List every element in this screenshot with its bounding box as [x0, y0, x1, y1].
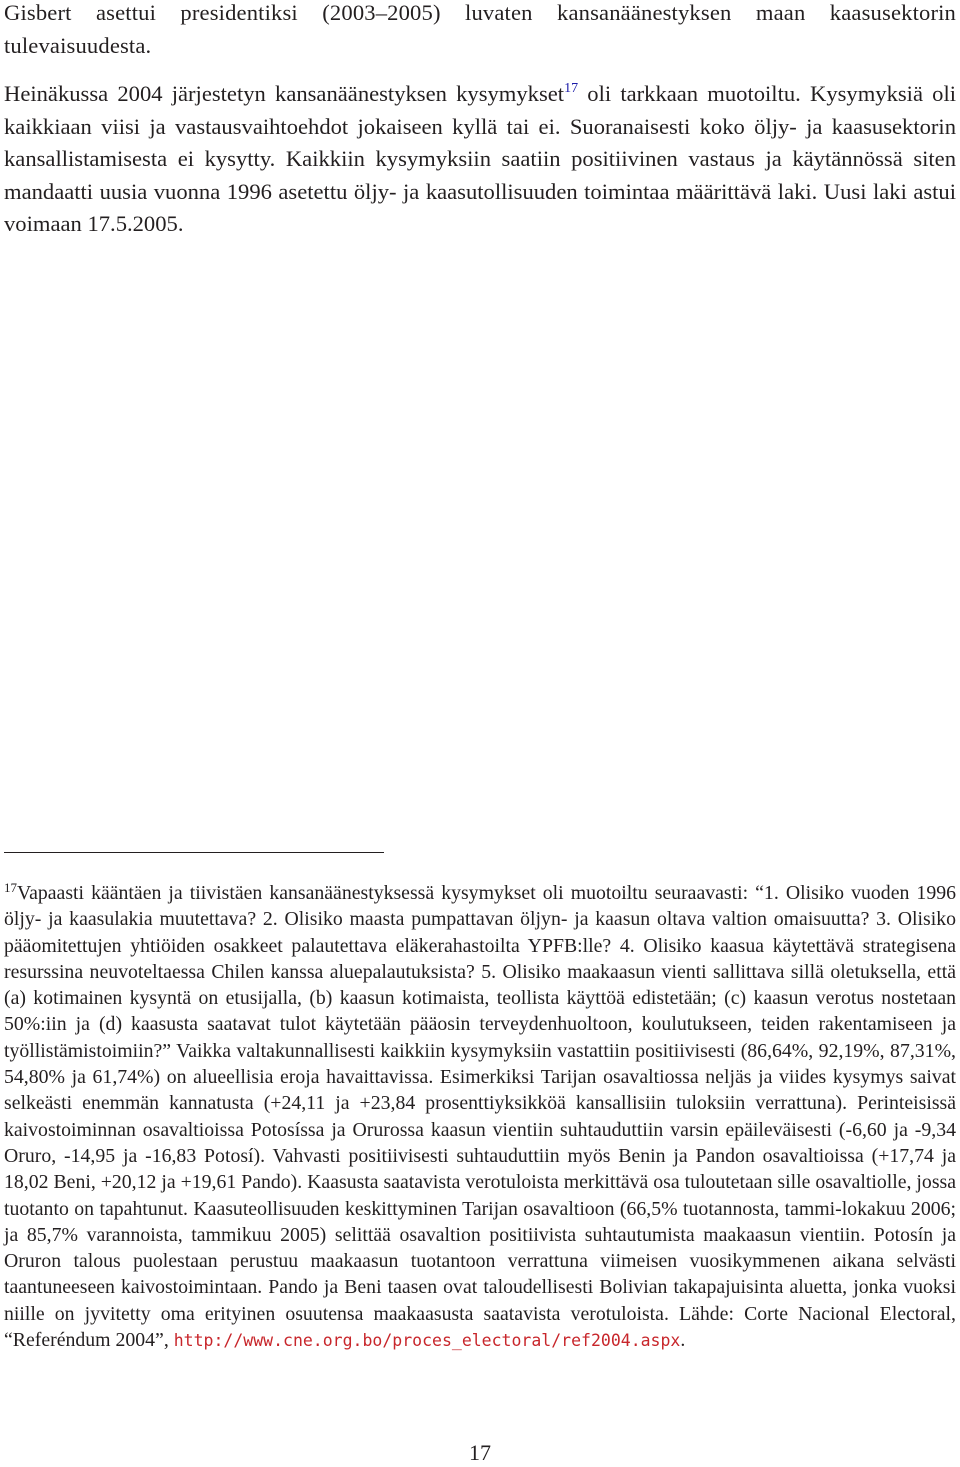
footnote-link-period: . — [680, 1329, 686, 1352]
footnote-text: Vapaasti kääntäen ja tiivistäen kansanäänestyksessä kysymykset oli muotoiltu seuraavasti: “1. Olisiko vuoden 1996 öljy- ja kaasulakia muutettava? 2. Olisiko maasta pumpattavan öljyn- ja kaasun oltava valtion omaisuutta? 3. Olisiko pääomitettujen yhtiöiden osakkeet palautettava eläkerahastoilta YPFB:lle? 4. Olisiko kaasua käytettävä strategisena resurssina neuvoteltaessa Chilen kanssa aluepalautuksista? 5. Olisiko maakaasun vienti sallittava sillä oletuksella, että (a) kotimainen kysyntä on etusijalla, (b) kaasun kotimaista, teollista käyttöä edistetään; (c) kaasun verotus nostetaan 50%:iin ja (d) kaasusta saatavat tulot käytetään pääosin terveydenhuoltoon, koulutukseen, teiden rakentamiseen ja työllistämistoimiin?” Vaikka valtakunnallisesti kaikkiin kysymyksiin vastattiin positiivisesti (86,64%, 92,19%, 87,31%, 54,80% ja 61,74%) on alueellisia eroja havaittavissa. Esimerkiksi Tarijan osavaltiossa neljäs ja viides kysymys saivat selkeästi enemmän kannatusta (+24,11 ja +23,84 prosenttiyksikköä kansallisiin tuloksiin verrattuna). Perinteisissä kaivostoiminnan osavaltioissa Potosíssa ja Orurossa kaasun vientiin suhtauduttiin varsin epäileväisesti (-6,60 ja -9,34 Oruro, -14,95 ja -16,83 Potosí). Vahvasti positiivisesti suhtauduttiin myös Benin ja Pandon osavaltioissa (+17,74 ja 18,02 Beni, +20,12 ja +19,61 Pando). Kaasusta saatavista verotuloista merkittävä osa tuloutetaan sille osavaltiolle, jossa tuotanto on tapahtunut. Kaasuteollisuuden keskittyminen Tarijan osavaltioon (66,5% tuotannosta, tammi-lokakuu 2006; ja 85,7% varannoista, tammikuu 2005) selittää osavaltion positiivista suhtautumista maakaasun vientiin. Potosín ja Oruron talous puolestaan perustuu maakaasun tuotantoon verrattuna viimeisen vuosikymmenen aikana selvästi taantuneeseen kaivostoimintaan. Pando ja Beni taasen ovat taloudellisesti Bolivian takapajuisinta aluetta, jonka vuoksi niille on jyvitetty oma erityinen osuutensa maakaasusta saatavista verotuloista. Lähde: Corte Nacional Electoral, “Referéndum 2004”, — [4, 882, 956, 1352]
footnote — [4, 880, 956, 1354]
page-number: 17 — [469, 1440, 491, 1465]
footnote-separator-rule — [4, 852, 384, 853]
paragraph-2-before-ref: Heinäkussa 2004 järjestetyn kansanäänestyksen kysymykset — [4, 81, 565, 106]
body-paragraph-1 — [4, 0, 956, 62]
paragraph-2-after-ref: oli tarkkaan muotoiltu. Kysymyksiä oli kaikkiaan viisi ja vastausvaihtoehdot jokaiseen kyllä tai ei. Suoranaisesti koko öljy- ja kaasusektorin kansallistamisesta ei kysytty. Kaikkiin kysymyksiin saatiin positiivinen vastaus ja käytännössä siten mandaatti uusia vuonna 1996 asetettu öljy- ja kaasutollisuuden toimintaa määrittävä laki. Uusi laki astui voimaan 17.5.2005. — [4, 81, 957, 236]
body-paragraph-2 — [4, 78, 956, 241]
paragraph-1-text: Gisbert asettui presidentiksi (2003–2005) luvaten kansanäänestyksen maan kaasusektorin tulevaisuudesta. — [4, 0, 956, 58]
footnote-number: 17 — [4, 880, 17, 895]
footnote-source-link[interactable]: http://www.cne.org.bo/proces_electoral/ref2004.aspx — [173, 1331, 681, 1351]
footnote-reference-link[interactable]: 17 — [564, 81, 579, 96]
